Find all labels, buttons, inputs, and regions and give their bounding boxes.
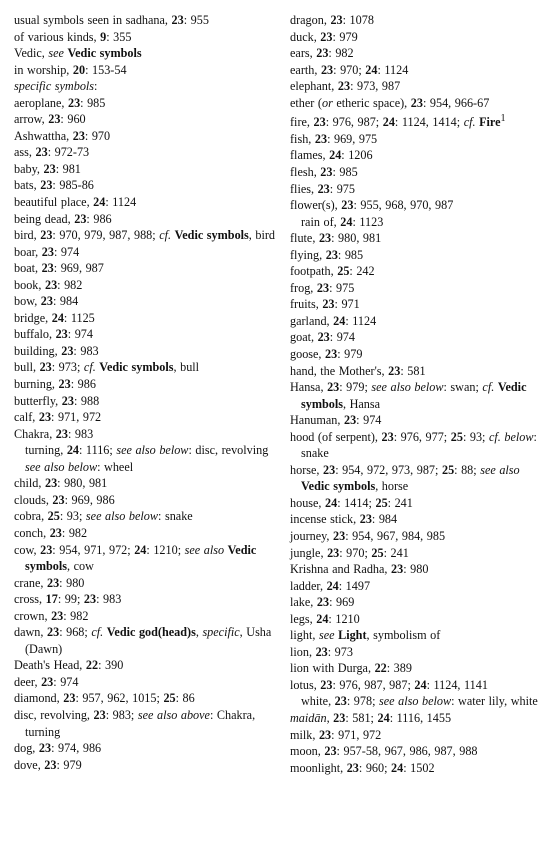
index-entry: goose, 23: 979: [290, 347, 363, 361]
index-entry: arrow, 23: 960: [14, 112, 86, 127]
index-entry: bats, 23: 985-86: [14, 178, 94, 193]
index-entry: clouds, 23: 969, 986: [14, 492, 115, 507]
index-entry: bird, 23: 970, 979, 987, 988; cf. Vedic symbols, bird: [14, 228, 276, 243]
index-entry: earth, 23: 970; 24: 1124: [290, 62, 409, 77]
index-entry: calf, 23: 971, 972: [14, 410, 102, 425]
index-entry: turning, 24: 1116; see also below: disc, revolving: [25, 443, 269, 458]
index-entry: dragon, 23: 1078: [290, 13, 374, 27]
index-entry: cow, 23: 954, 971, 972; 24: 1210; see also Vedic symbols, cow: [14, 542, 257, 574]
index-entry: ether (or etheric space), 23: 954, 966-67: [290, 95, 490, 110]
index-entry: usual symbols seen in sadhana, 23: 955: [14, 13, 209, 27]
index-entry: dog, 23: 974, 986: [14, 741, 102, 756]
index-entry: see also below: wheel: [25, 459, 134, 474]
index-entry: in worship, 20: 153-54: [14, 62, 127, 77]
index-entry: journey, 23: 954, 967, 984, 985: [290, 529, 446, 544]
index-entry: child, 23: 980, 981: [14, 476, 108, 491]
index-entry: jungle, 23: 970; 25: 241: [290, 545, 409, 560]
index-entry: boat, 23: 969, 987: [14, 261, 104, 276]
index-entry: milk, 23: 971, 972: [290, 727, 382, 742]
index-entry: of various kinds, 9: 355: [14, 29, 132, 44]
index-entry: garland, 24: 1124: [290, 313, 377, 328]
index-entry: buffalo, 23: 974: [14, 327, 93, 342]
index-entry: lake, 23: 969: [290, 595, 355, 610]
index-entry: white, 23: 978; see also below: water lily, white: [301, 694, 538, 709]
index-entry: horse, 23: 954, 972, 973, 987; 25: 88; see also Vedic symbols, horse: [290, 462, 520, 494]
index-entry: hand, the Mother's, 23: 581: [290, 363, 426, 378]
index-column-right: [290, 12, 545, 776]
index-entry: ears, 23: 982: [290, 46, 354, 61]
index-entry: hood (of serpent), 23: 976, 977; 25: 93; cf. below: snake: [290, 429, 537, 461]
index-entry: flute, 23: 980, 981: [290, 231, 382, 246]
index-entry: specific symbols:: [14, 79, 98, 94]
index-entry: Krishna and Radha, 23: 980: [290, 562, 429, 577]
index-entry: diamond, 23: 957, 962, 1015; 25: 86: [14, 691, 195, 706]
index-entry: Hanuman, 23: 974: [290, 413, 382, 428]
index-entry: aeroplane, 23: 985: [14, 95, 106, 110]
index-entry: cross, 17: 99; 23: 983: [14, 592, 122, 607]
index-entry: elephant, 23: 973, 987: [290, 79, 401, 94]
index-entry: crown, 23: 982: [14, 608, 89, 623]
index-column-left: [14, 12, 276, 773]
index-entry: cobra, 25: 93; see also below: snake: [14, 509, 193, 524]
index-entry: fruits, 23: 971: [290, 297, 360, 312]
index-entry: bull, 23: 973; cf. Vedic symbols, bull: [14, 360, 200, 375]
index-entry: lion with Durga, 22: 389: [290, 661, 412, 676]
index-entry: Chakra, 23: 983: [14, 426, 94, 441]
index-entry: moonlight, 23: 960; 24: 1502: [290, 760, 435, 775]
index-entry: lotus, 23: 976, 987, 987; 24: 1124, 1141: [290, 677, 488, 692]
index-entry: flesh, 23: 985: [290, 164, 358, 179]
index-entry: dove, 23: 979: [14, 757, 82, 772]
index-entry: flying, 23: 985: [290, 247, 364, 262]
index-entry: Ashwattha, 23: 970: [14, 128, 111, 143]
index-entry: maidān, 23: 581; 24: 1116, 1455: [290, 711, 452, 726]
index-entry: moon, 23: 957-58, 967, 986, 987, 988: [290, 744, 478, 759]
index-entry: boar, 23: 974: [14, 244, 80, 259]
index-entry: flames, 24: 1206: [290, 148, 373, 163]
index-entry: flies, 23: 975: [290, 181, 355, 196]
index-entry: duck, 23: 979: [290, 29, 358, 44]
index-entry: crane, 23: 980: [14, 575, 85, 590]
index-entry: Hansa, 23: 979; see also below: swan; cf. Vedic symbols, Hansa: [290, 380, 527, 411]
index-entry: disc, revolving, 23: 983; see also above: Chakra, turning: [14, 707, 256, 739]
index-entry: burning, 23: 986: [14, 377, 96, 392]
index-entry: lion, 23: 973: [290, 644, 353, 659]
index-entry: ass, 23: 972-73: [14, 145, 90, 160]
index-entry: house, 24: 1414; 25: 241: [290, 495, 413, 510]
index-entry: baby, 23: 981: [14, 161, 81, 176]
index-entry: being dead, 23: 986: [14, 211, 112, 226]
index-entry: frog, 23: 975: [290, 280, 355, 295]
index-entry: dawn, 23: 968; cf. Vedic god(head)s, specific, Usha (Dawn): [14, 625, 272, 656]
index-entry: fish, 23: 969, 975: [290, 131, 378, 146]
index-entry: rain of, 24: 1123: [301, 214, 384, 229]
index-entry: Vedic, see Vedic symbols: [14, 46, 142, 61]
index-entry: Death's Head, 22: 390: [14, 658, 124, 673]
index-entry: beautiful place, 24: 1124: [14, 195, 137, 210]
index-entry: flower(s), 23: 955, 968, 970, 987: [290, 198, 454, 213]
index-entry: butterfly, 23: 988: [14, 393, 100, 408]
index-entry: deer, 23: 974: [14, 674, 79, 689]
index-entry: incense stick, 23: 984: [290, 512, 398, 527]
index-entry: book, 23: 982: [14, 277, 83, 292]
index-entry: ladder, 24: 1497: [290, 578, 371, 593]
index-entry: goat, 23: 974: [290, 330, 355, 345]
index-entry: conch, 23: 982: [14, 525, 88, 540]
index-entry: fire, 23: 976, 987; 24: 1124, 1414; cf. Fire$^1$: [290, 113, 506, 130]
index-entry: bow, 23: 984: [14, 294, 79, 309]
index-entry: footpath, 25: 242: [290, 264, 375, 279]
index-entry: legs, 24: 1210: [290, 611, 360, 626]
index-entry: building, 23: 983: [14, 343, 99, 358]
index-entry: light, see Light, symbolism of: [290, 628, 441, 643]
index-entry: bridge, 24: 1125: [14, 310, 95, 325]
